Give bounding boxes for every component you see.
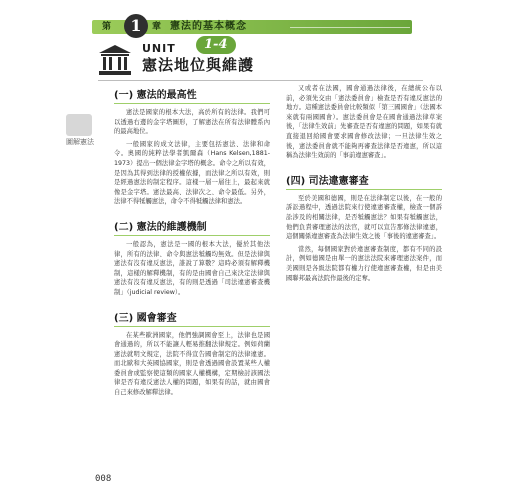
unit-label: UNIT <box>142 42 176 55</box>
right-column <box>286 84 442 286</box>
paragraph: 一般認為，憲法是一國的根本大法，優於其他法律，所有的法律、命令與憲法牴觸均無效。但是法律與憲法有沒有違反憲法，誰說了算數？這時必須有解釋機制，這樣的解釋機制，有的是由國會自己來決定法律與憲法有沒有違反憲法，有的則是透過「司法違憲審查機制」（judicial review）。 <box>114 240 270 296</box>
chapter-suffix: 章 <box>152 22 162 32</box>
section-heading: (二) 憲法的維護機制 <box>114 218 270 236</box>
paragraph: 憲法是國家的根本大法，高於所有的法律。我們可以透過右邊的金字塔圖形，了解憲法在所有法律體系內的最高地位。 <box>114 109 270 136</box>
section-heading: (三) 國會審查 <box>114 309 270 327</box>
section-heading: (一) 憲法的最高性 <box>114 86 270 104</box>
paragraph: 又或者在法國，國會通過法律後，在總統公布以前，必須先交由「憲法委員會」檢查是否有違反憲法的地方。這種憲法委員會比較類似「第三國國會」（法國本來就有兩國國會）。憲法委員會是在國會通過法律草案後，「法律生效前」先審查是否有違憲的問題，如果有就直接退回給國會要求國會修改法律；一旦法律生效之後，憲法委員會就不能夠再審查法律是否違憲，所以這稱為法律生效前的「事前違憲審查」。 <box>286 85 442 160</box>
paragraph: 一般國家的成文法律，主要包括憲法、法律和命令。奧國的純粹法學者凱爾森（Hans Kelsen,1881-1973）提出一個法律金字塔的概念。命令之所以有效，是因為其得到法律的授權依據，而法律之所以有效，則是經過憲法的制定程序。這樣一層一層往上，最起來就像是金字塔。憲法最高、法律次之、命令最低。另外，法律不得牴觸憲法，命令不得牴觸法律和憲法。 <box>114 140 270 206</box>
chapter-number-badge: 1 <box>124 14 148 38</box>
chapter-label: 第 <box>102 22 112 32</box>
header-divider <box>98 80 423 81</box>
section-heading: (四) 司法違憲審查 <box>286 172 442 190</box>
page-number: 008 <box>95 474 112 484</box>
unit-title: 憲法地位與維護 <box>142 56 255 74</box>
side-tab-marker <box>66 114 92 136</box>
courthouse-icon <box>98 44 132 76</box>
chapter-title: 憲法的基本概念 <box>170 21 247 32</box>
paragraph: 至於美國和德國，則是在法律制定以後，在一般的訴訟過程中，透過法院來行使違憲審查權，檢查一個訴訟涉及的相關法律，是否牴觸憲法？如果有牴觸憲法，他們負責審理憲法的法官，就可以宣告那條法律違憲，這個關係違憲審查為法律生效之後「事後的違憲審查」。 <box>286 194 442 241</box>
side-tab-label: 圖解憲法 <box>66 138 94 146</box>
left-column <box>114 84 270 401</box>
paragraph: 在某些歐洲國家，他們強調國會至上，法律也是國會通過的，所以不能讓人輕易推翻法律規定。例如荷蘭憲法就明文規定，法院不得宣告國會制定的法律違憲。而北歐和大英國協國家，則是會透過國會設置某些人權委員會或監察使這類的國家人權機構，定期檢討該國法律是否有違反憲法人權的問題，如果有的話，就由國會自己來修改解釋法律。 <box>114 331 270 397</box>
unit-number-badge: 1-4 <box>196 36 236 54</box>
chapter-bar-line <box>290 27 410 28</box>
paragraph: 當然，每個國家對於違憲審查制度，都有不同的設計，例如德國是由單一的憲法法院來審理憲法案件，而美國則是各級法院都有權力行使違憲審查權，但是由美國聯邦最高法院作最後的定奪。 <box>286 245 442 282</box>
